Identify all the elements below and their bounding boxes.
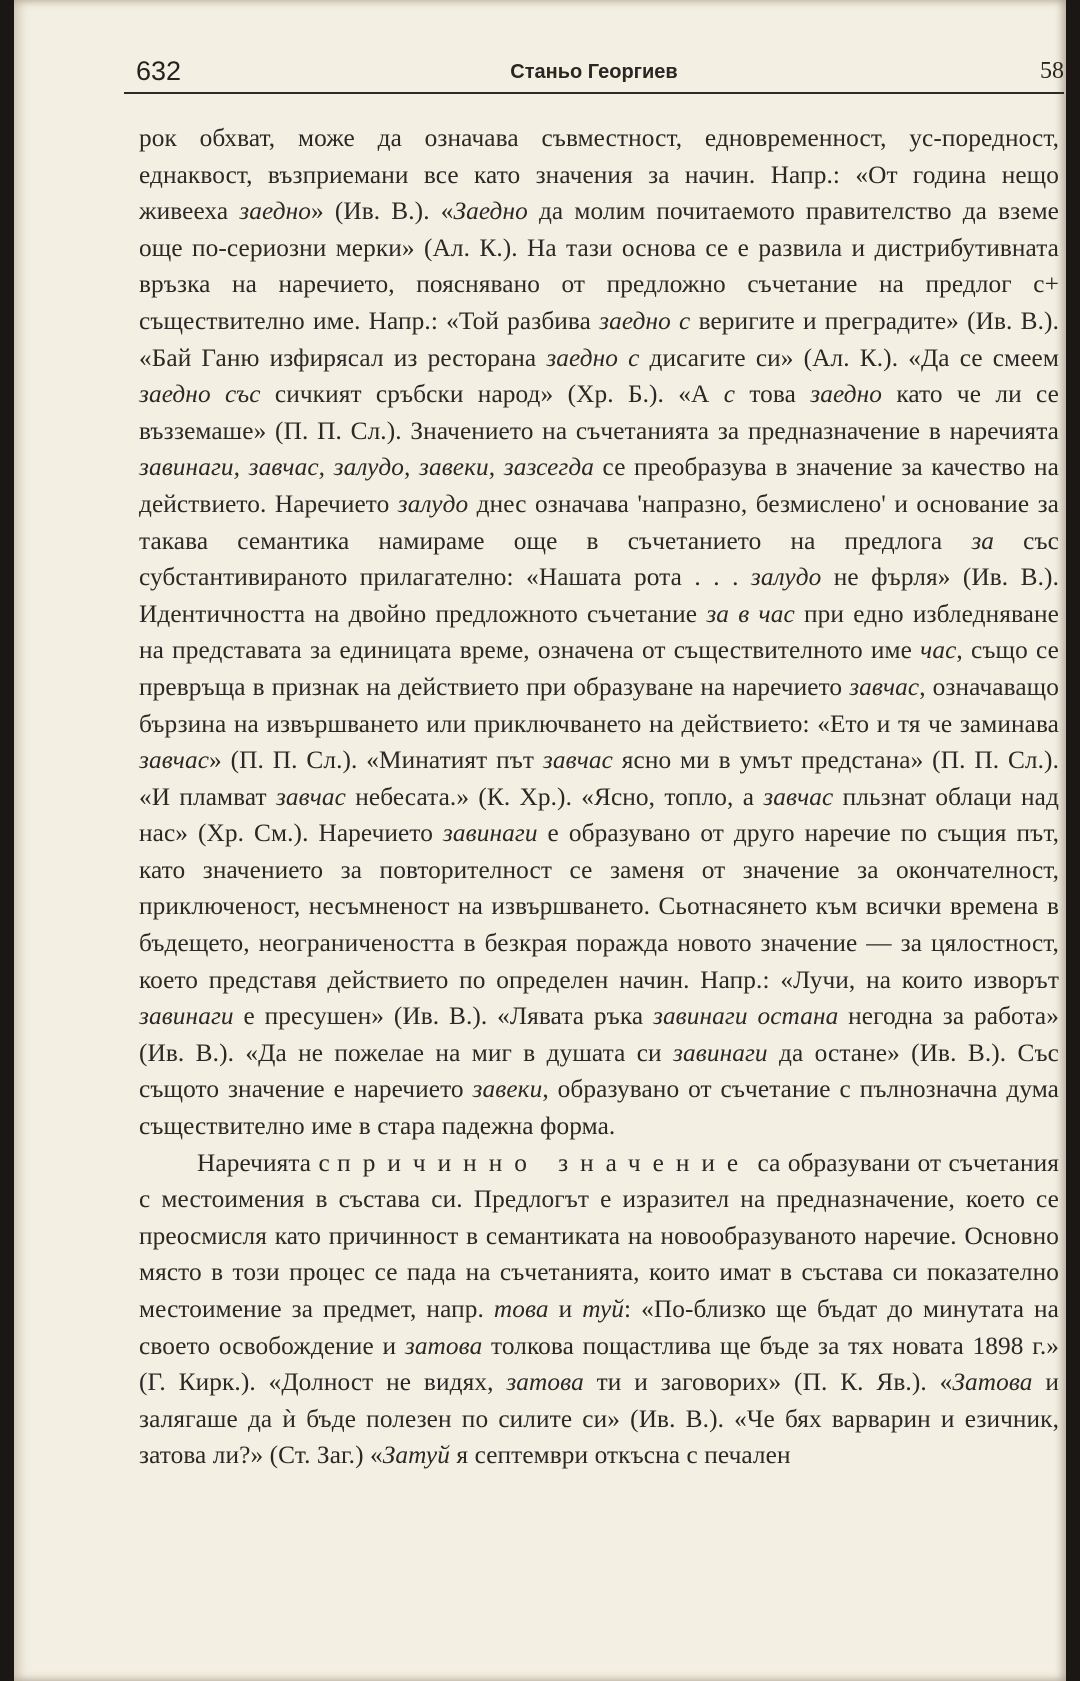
italic-term: завчас — [139, 746, 210, 775]
text-run: пльзнат облаци над нас» (Хр. См.). Наречието — [139, 782, 1059, 848]
text-run: със субстантивираното прилагателно: «Нашата рота . . . — [139, 526, 1059, 592]
italic-term: Затуй — [382, 1441, 450, 1470]
text-run: Наречията с — [197, 1148, 338, 1177]
running-head: Станьо Георгиев — [510, 61, 678, 83]
italic-term: завинаги — [442, 819, 538, 848]
text-run: » (Ив. В.). « — [311, 197, 454, 226]
italic-term: завинаги, завчас, залудо, завеки, зазсегда — [139, 453, 595, 482]
italic-term: завинаги — [139, 1002, 234, 1031]
italic-term: час — [920, 636, 957, 665]
text-run: е образувано от друго наречие по същия път, като значението за повторителност се заменя от значение за окончателност, приключеност, несъмненост на извършването. Сьотнасянето към всички времена в бъдещето, неограничеността в безкрая поражда новото значение — за цялостност, което представя действието по определен начин. Напр.: «Лучи, на които изворът — [139, 819, 1059, 994]
text-run: като че ли се възземаше» (П. П. Сл.). Значението на съчетанията за предназначение в наречията — [139, 380, 1059, 445]
italic-term: с — [723, 380, 736, 409]
text-run: ти и заговорих» (П. К. Яв.). « — [583, 1368, 953, 1397]
italic-term: за — [971, 526, 995, 555]
text-run: негодна за работа» (Ив. В.). «Да не пожелае на миг в душата си — [139, 1002, 1059, 1067]
text-run: са образувани от съчетания с местоимения в състава си. Предлогът е изразител на предназначение, което се преосмисля като причинност в семантиката на новообразуваното наречие. Основно място в този процес се пада на съчетанията, които имат в състава си показателно местоимение за предмет, напр. — [139, 1148, 1059, 1323]
italic-term: завчас — [763, 782, 834, 811]
italic-term: заедно със — [139, 380, 261, 409]
text-run: рок обхват, може да означава съвместност, едновременност, ус-поредност, еднаквост, възприемани все като значения за начин. Напр.: «От година нещо живееха — [139, 124, 1059, 226]
spaced-term: причинно значение — [337, 1148, 751, 1177]
italic-term: завчас — [275, 782, 346, 811]
text-run: веригите и преградите» (Ив. В.). «Бай Ганю изфирясал из ресторана — [139, 306, 1059, 372]
text-run: това — [735, 380, 811, 409]
text-run: я септември откъсна с печален — [449, 1441, 791, 1470]
paragraph-1 — [139, 120, 1059, 1145]
text-run: » (П. П. Сл.). «Минатият път — [209, 746, 543, 775]
text-run: толкова пощастлива ще бъде за тях новата 1898 г.» (Г. Кирк.). «Долност не видях, — [139, 1331, 1059, 1397]
text-run: да остане» (Ив. В.). Със същото значение е наречието — [139, 1038, 1060, 1104]
text-run: и — [548, 1295, 583, 1323]
page-header — [124, 52, 1064, 94]
text-run: : «По-близко ще бъдат до минутата на своето освобождение и — [139, 1295, 1059, 1360]
italic-term: Заедно — [453, 197, 528, 226]
italic-term: за в час — [706, 599, 795, 628]
text-run: при едно избледняване на представата за единицата време, означена от съществителното име — [139, 599, 1059, 665]
italic-term: заедно с — [546, 343, 640, 372]
page-number: 632 — [136, 56, 182, 86]
text-run: днес означава 'напразно, безмислено' и основание за такава семантика намираме още в съчетанието на предлога — [139, 489, 1059, 555]
italic-term: туй — [582, 1295, 625, 1323]
text-run: дисагите си» (Ал. К.). «Да се смеем — [639, 343, 1059, 372]
italic-term: затова — [404, 1331, 483, 1360]
italic-term: завеки — [472, 1075, 543, 1104]
italic-term: завинаги остана — [652, 1002, 839, 1031]
italic-term: Затова — [952, 1368, 1033, 1397]
text-run: небесата.» (К. Хр.). «Ясно, топло, а — [346, 782, 764, 811]
text-run: и залягаше да ѝ бъде полезен по силите си» (Ив. В.). «Че бях варварин и езичник, затова ли?» (Ст. Заг.) « — [139, 1368, 1059, 1470]
italic-term: затова — [506, 1368, 584, 1397]
book-page — [14, 0, 1066, 1681]
italic-term: заедно с — [599, 306, 691, 335]
italic-term: завчас — [849, 672, 920, 701]
italic-term: това — [493, 1295, 549, 1323]
text-run: , също се превръща в признак на действието при образуване на наречието — [139, 636, 1059, 701]
text-run: е пресушен» (Ив. В.). «Лявата ръка — [233, 1002, 653, 1031]
italic-term: завчас — [542, 746, 613, 775]
text-run: , образувано от съчетание с пълнозначна дума съществително име в стара падежна форма. — [139, 1075, 1059, 1141]
text-run: не фърля» (Ив. В.). Идентичността на двойно предложното съчетание — [139, 563, 1059, 628]
italic-term: заедно — [810, 380, 882, 409]
italic-term: заедно — [239, 197, 311, 226]
text-run: да молим почитаемото правителство да вземе още по-сериозни мерки» (Ал. К.). На тази основа се е развила и дистрибутивната връзка на наречието, пояснявано от предложно съчетание на предлог с+ съществително име. Напр.: «Той разбива — [139, 197, 1060, 335]
text-run: се преобразува в значение за качество на действието. Наречието — [139, 453, 1059, 518]
body-text — [139, 120, 1059, 1474]
paragraph-2 — [139, 1145, 1059, 1474]
italic-term: завинаги — [673, 1038, 768, 1067]
corner-mark: 58 — [1040, 58, 1064, 84]
text-run: , означаващо бързина на извършването или приключването на действието: «Ето и тя че заминава — [139, 672, 1059, 738]
text-run: ясно ми в умът предстана» (П. П. Сл.). «И пламват — [139, 746, 1060, 811]
italic-term: залудо — [750, 563, 822, 592]
text-run: сичкият сръбски народ» (Хр. Б.). «А — [260, 380, 724, 409]
italic-term: залудо — [397, 489, 469, 518]
